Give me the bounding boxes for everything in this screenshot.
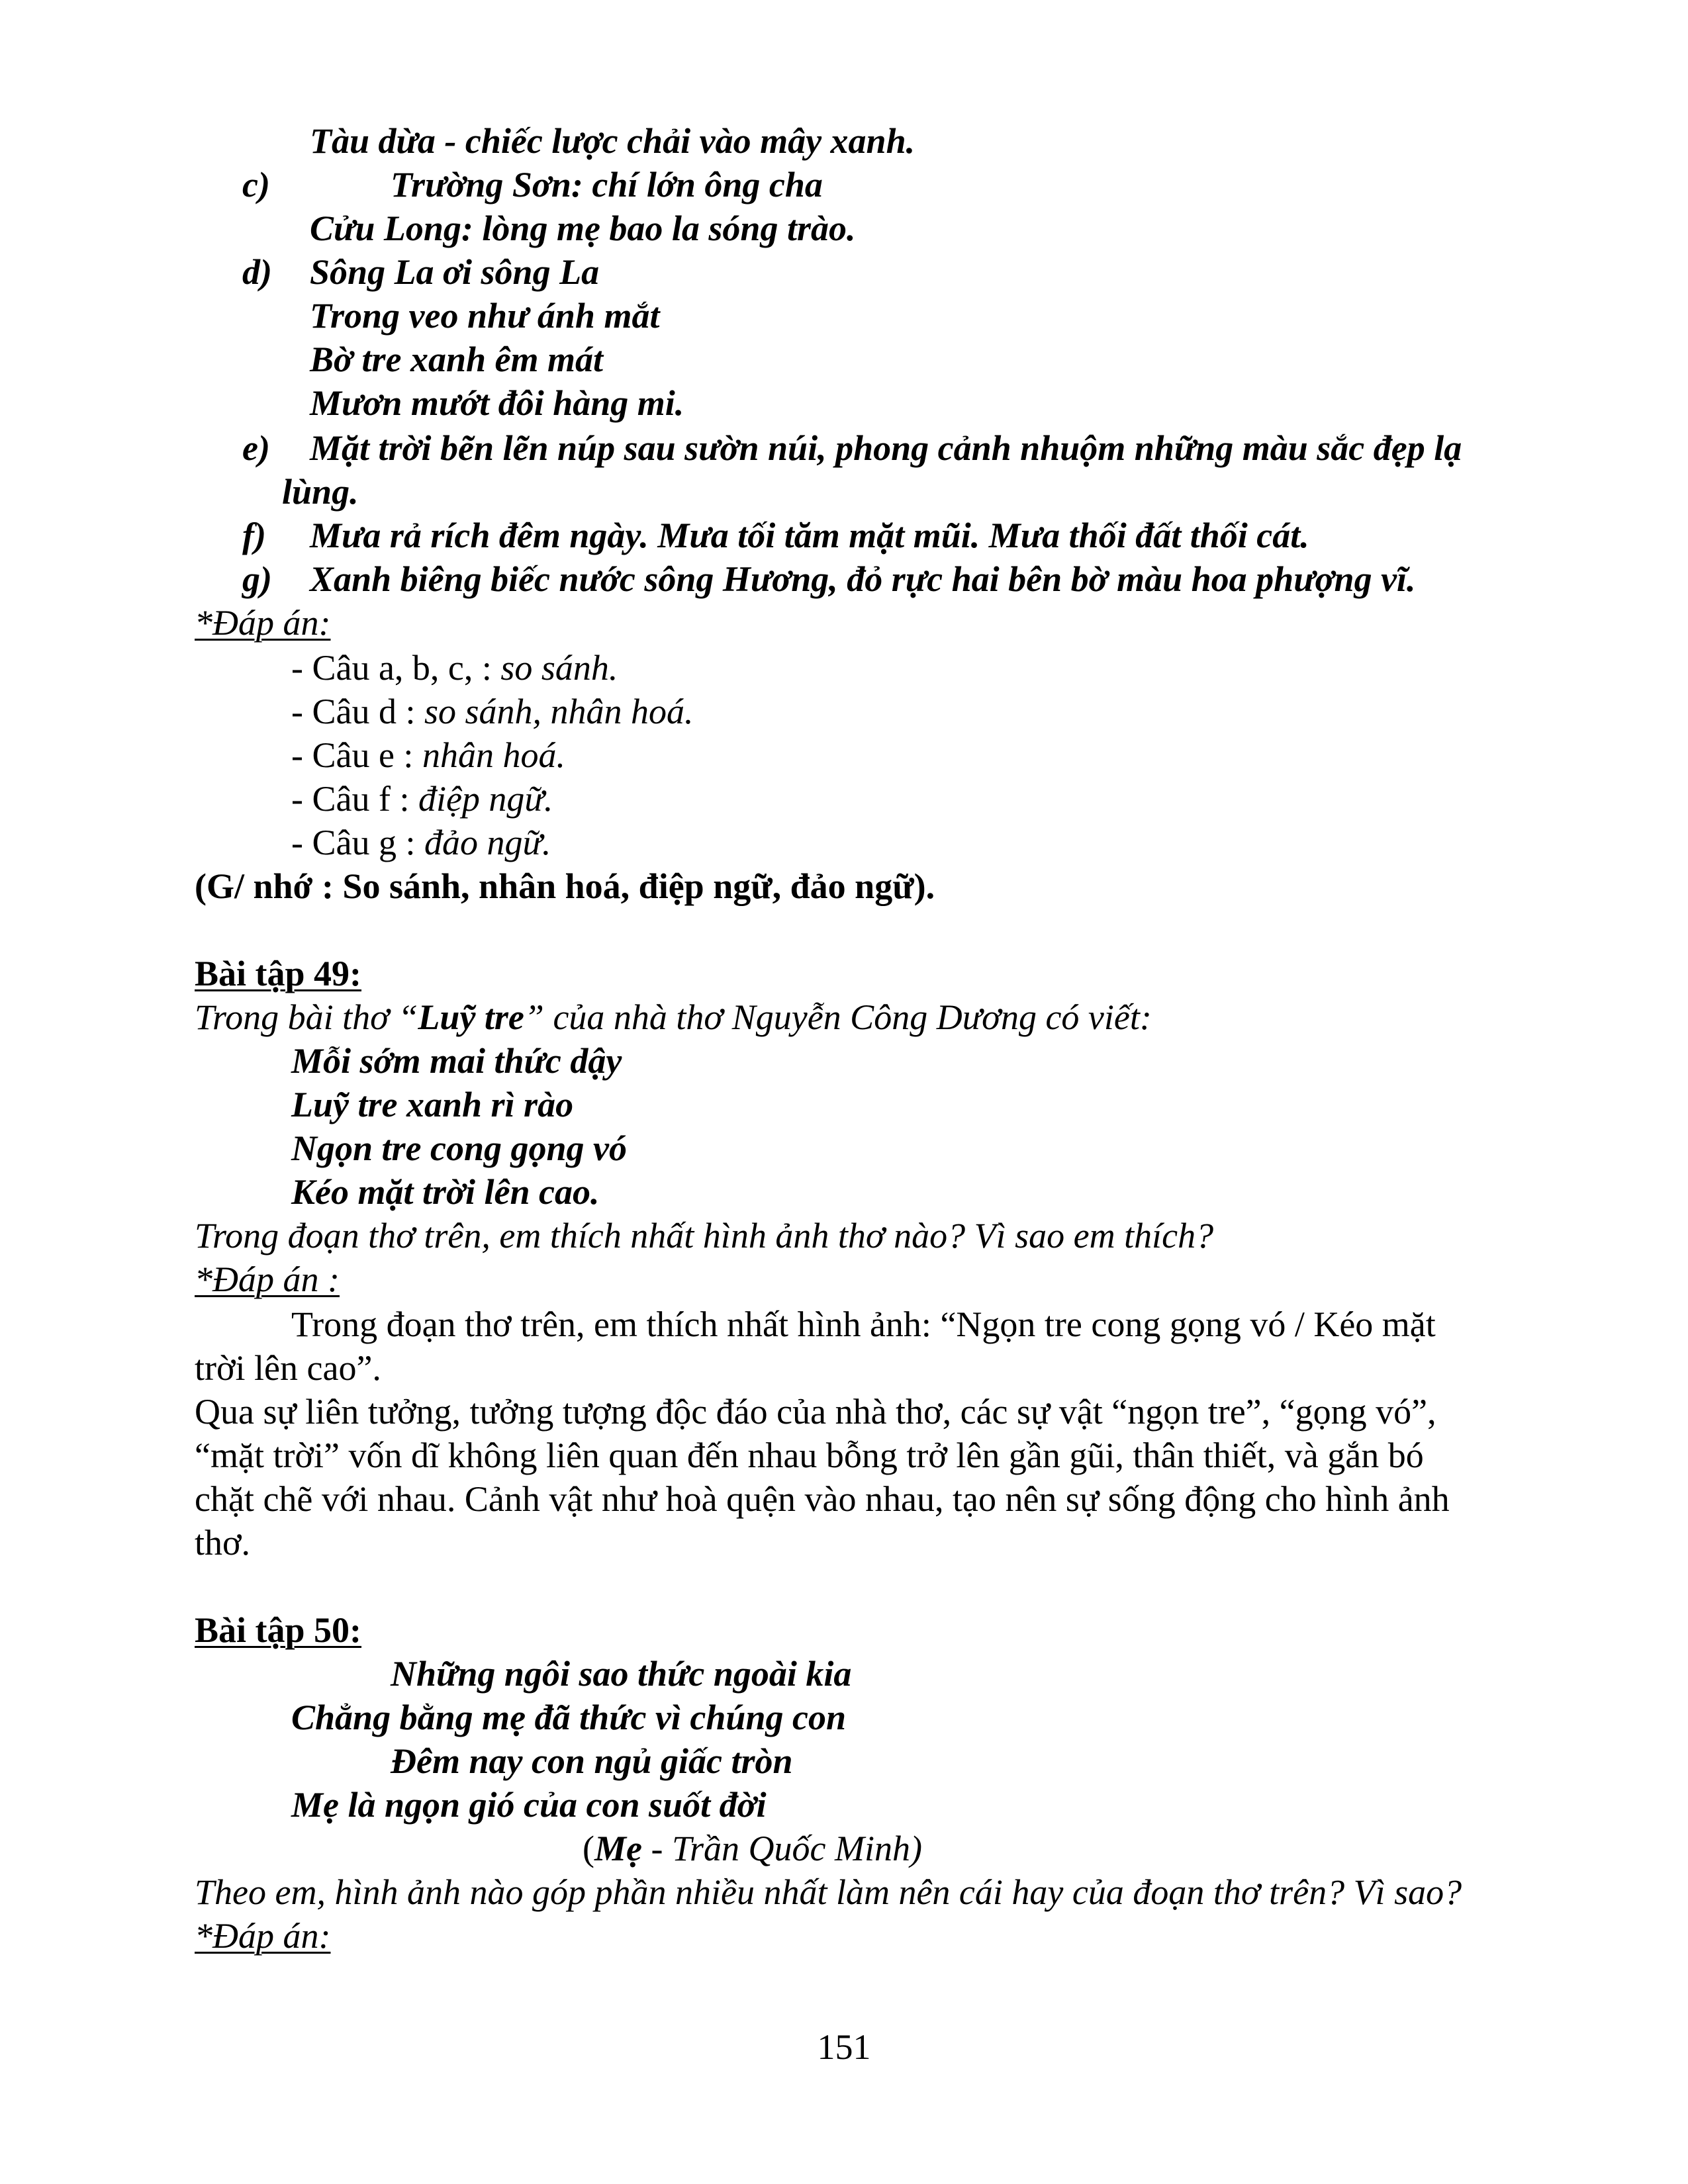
poem-line: Những ngôi sao thức ngoài kia [391, 1654, 852, 1694]
item-a-line-2: Tàu dừa - chiếc lược chải vào mây xanh. [310, 121, 915, 161]
poem-line: Kéo mặt trời lên cao. [291, 1172, 600, 1212]
answer-row: - Câu d : so sánh, nhân hoá. [291, 692, 694, 731]
answer-paragraph-line: Qua sự liên tưởng, tưởng tượng độc đáo của nhà thơ, các sự vật “ngọn tre”, “gọng vó”, [195, 1392, 1436, 1432]
answer-paragraph-line: trời lên cao”. [195, 1348, 381, 1388]
item-c-label: c) [242, 165, 270, 205]
answer-paragraph-line: thơ. [195, 1523, 251, 1563]
item-f-label: f) [242, 516, 266, 555]
answer-paragraph-line: “mặt trời” vốn dĩ không liên quan đến nhau bỗng trở lên gần gũi, thân thiết, và gắn bó [195, 1435, 1424, 1475]
item-d-label: d) [242, 252, 272, 292]
item-d-line-2: Trong veo như ánh mắt [310, 296, 660, 336]
poem-line: Chẳng bằng mẹ đã thức vì chúng con [291, 1698, 846, 1737]
poem-line: Ngọn tre cong gọng vó [291, 1128, 628, 1168]
page-number: 151 [817, 2027, 871, 2067]
exercise-49-title: Bài tập 49: [195, 954, 362, 993]
answer-paragraph-line: chặt chẽ với nhau. Cảnh vật như hoà quện vào nhau, tạo nên sự sống động cho hình ảnh [195, 1479, 1450, 1519]
exercise-49-question: Trong đoạn thơ trên, em thích nhất hình ảnh thơ nào? Vì sao em thích? [195, 1216, 1214, 1255]
answer-paragraph-line: Trong đoạn thơ trên, em thích nhất hình ảnh: “Ngọn tre cong gọng vó / Kéo mặt [291, 1304, 1436, 1344]
poem-line: Luỹ tre xanh rì rào [291, 1085, 574, 1124]
item-c-line-2: Cửu Long: lòng mẹ bao la sóng trào. [310, 208, 856, 248]
exercise-50-question: Theo em, hình ảnh nào góp phần nhiều nhất làm nên cái hay của đoạn thơ trên? Vì sao? [195, 1872, 1462, 1912]
exercise-50-title: Bài tập 50: [195, 1610, 362, 1650]
item-d-line-4: Mươn mướt đôi hàng mi. [310, 383, 684, 423]
poem-line: Đêm nay con ngủ giấc tròn [391, 1741, 793, 1781]
item-e-line-2: lùng. [282, 472, 359, 512]
poem-line: Mẹ là ngọn gió của con suốt đời [291, 1785, 767, 1825]
item-e-line-1: Mặt trời bẽn lẽn núp sau sườn núi, phong cảnh nhuộm những màu sắc đẹp lạ [310, 428, 1462, 468]
reminder-note: (G/ nhớ : So sánh, nhân hoá, điệp ngữ, đảo ngữ). [195, 866, 935, 906]
poem-source: (Mẹ - Trần Quốc Minh) [583, 1829, 922, 1868]
answer-heading: *Đáp án: [195, 603, 331, 643]
answer-row: - Câu a, b, c, : so sánh. [291, 648, 618, 688]
item-d-line-3: Bờ tre xanh êm mát [310, 340, 604, 379]
exercise-49-answer-heading: *Đáp án : [195, 1259, 340, 1299]
item-g-line-1: Xanh biêng biếc nước sông Hương, đỏ rực hai bên bờ màu hoa phượng vĩ. [310, 559, 1416, 599]
item-f-line-1: Mưa rả rích đêm ngày. Mưa tối tăm mặt mũi. Mưa thối đất thối cát. [310, 516, 1309, 555]
exercise-50-answer-heading: *Đáp án: [195, 1916, 331, 1956]
item-e-label: e) [242, 428, 270, 468]
exercise-49-intro: Trong bài thơ “Luỹ tre” của nhà thơ Nguyễn Công Dương có viết: [195, 997, 1152, 1037]
item-c-line-1: Trường Sơn: chí lớn ông cha [391, 165, 823, 205]
item-d-line-1: Sông La ơi sông La [310, 252, 600, 292]
item-g-label: g) [242, 559, 272, 599]
answer-row: - Câu g : đảo ngữ. [291, 823, 551, 862]
poem-line: Mỗi sớm mai thức dậy [291, 1041, 622, 1081]
answer-row: - Câu e : nhân hoá. [291, 735, 565, 775]
answer-row: - Câu f : điệp ngữ. [291, 779, 553, 819]
